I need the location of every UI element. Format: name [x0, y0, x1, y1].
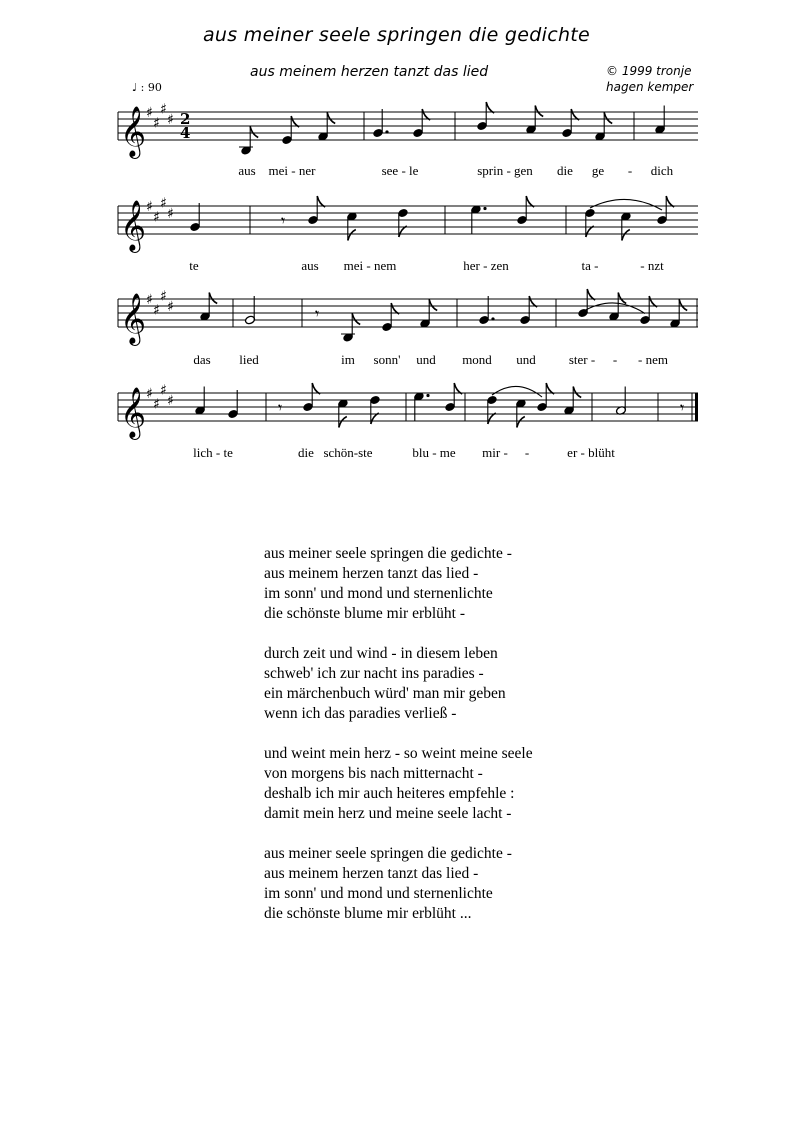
poem-line: die schönste blume mir erblüht -	[264, 605, 466, 622]
lyric-syllable: - nem	[638, 352, 668, 367]
lyric-syllable: aus	[238, 163, 256, 178]
lyric-syllable: dich	[650, 163, 674, 178]
lyric-syllable: mei - ner	[268, 163, 316, 178]
lyric-syllable: mei - nem	[343, 258, 397, 273]
treble-clef-icon: 𝄞	[120, 106, 147, 157]
treble-clef-icon: 𝄞	[120, 387, 147, 438]
poem-stanza	[264, 744, 533, 824]
time-signature-bottom: 4	[180, 124, 191, 142]
note-flag	[517, 417, 525, 428]
poem-line: ein märchenbuch würd' man mir geben	[264, 685, 506, 702]
note-flag	[291, 116, 299, 127]
note-flag	[526, 196, 534, 207]
note-flag	[327, 113, 335, 124]
note-flag	[371, 413, 379, 424]
sharp-icon: ♯	[167, 112, 174, 128]
poem-line: von morgens bis nach mitternacht -	[264, 765, 483, 782]
sharp-icon: ♯	[153, 209, 160, 226]
lyric-syllable: lied	[239, 352, 259, 367]
lyric-syllable: im	[341, 352, 355, 367]
poem-line: aus meinem herzen tanzt das lied -	[264, 865, 479, 882]
note-flag	[573, 387, 581, 398]
note-flag	[622, 230, 630, 241]
lyric-syllable: er - blüht	[567, 445, 615, 460]
song-title: aus meiner seele springen die gedichte	[202, 24, 591, 46]
poem-line: schweb' ich zur nacht ins paradies -	[264, 665, 484, 682]
sharp-icon: ♯	[160, 101, 167, 118]
slur	[583, 303, 645, 314]
composer-line: hagen kemper	[606, 80, 694, 94]
poem-line: aus meinem herzen tanzt das lied -	[264, 565, 479, 582]
song-subtitle: aus meinem herzen tanzt das lied	[250, 64, 489, 80]
note-flag	[429, 300, 437, 311]
note-flag	[454, 383, 462, 394]
poem-line: durch zeit und wind - in diesem leben	[264, 645, 498, 662]
tempo-marking: ♩ : 90	[132, 81, 162, 94]
treble-clef-icon: 𝄞	[120, 200, 147, 251]
note-flag	[586, 226, 594, 237]
poem-line: im sonn' und mond und sternenlichte	[264, 585, 493, 602]
lyric-syllable: die	[557, 163, 573, 178]
sharp-icon: ♯	[146, 105, 153, 121]
lyric-syllable: -	[612, 352, 618, 367]
poem-stanza	[264, 544, 533, 624]
lyric-syllable: schön-ste	[323, 445, 373, 460]
copyright-line: © 1999 tronje	[606, 64, 692, 78]
lyric-syllable: - nzt	[640, 258, 664, 273]
poem-stanza	[264, 844, 533, 924]
lyric-syllable: mond	[462, 352, 492, 367]
note-flag	[571, 109, 579, 120]
note-flag	[312, 383, 320, 394]
sharp-icon: ♯	[153, 396, 160, 413]
lyric-syllable: ge	[591, 163, 605, 178]
poem-line: aus meiner seele springen die gedichte -	[264, 545, 512, 562]
note-flag	[250, 127, 258, 138]
poem-line: und weint mein herz - so weint meine seele	[264, 745, 533, 762]
poem-line: damit mein herz und meine seele lacht -	[264, 805, 512, 822]
lyric-syllable: -	[627, 163, 633, 178]
augmentation-dot	[426, 394, 429, 397]
lyric-syllable: her - zen	[463, 258, 509, 273]
note-flag	[339, 417, 347, 428]
lyric-syllable: ster -	[568, 352, 596, 367]
eighth-rest-icon: 𝄾	[680, 398, 685, 417]
eighth-rest-icon: 𝄾	[281, 211, 286, 230]
lyric-syllable: -	[524, 445, 530, 460]
sharp-icon: ♯	[167, 393, 174, 409]
sharp-icon: ♯	[153, 115, 160, 132]
sharp-icon: ♯	[167, 299, 174, 315]
sharp-icon: ♯	[146, 199, 153, 215]
sharp-icon: ♯	[160, 288, 167, 305]
note-flag	[209, 293, 217, 304]
sharp-icon: ♯	[160, 195, 167, 212]
note-flag	[587, 289, 595, 300]
lyric-syllable: und	[416, 352, 436, 367]
note-flag	[666, 196, 674, 207]
note-flag	[317, 196, 325, 207]
poem-line: deshalb ich mir auch heiteres empfehle :	[264, 785, 515, 802]
sharp-icon: ♯	[160, 382, 167, 399]
poem-line: im sonn' und mond und sternenlichte	[264, 885, 493, 902]
poem-line: aus meiner seele springen die gedichte -	[264, 845, 512, 862]
note-flag	[604, 113, 612, 124]
time-signature-top: 2	[180, 110, 191, 128]
note-flag	[352, 314, 360, 325]
augmentation-dot	[385, 130, 388, 133]
note-flag	[649, 296, 657, 307]
treble-clef-icon: 𝄞	[120, 293, 147, 344]
sharp-icon: ♯	[146, 386, 153, 402]
slur	[492, 386, 542, 397]
eighth-rest-icon: 𝄾	[315, 304, 320, 323]
note-flag	[529, 296, 537, 307]
poem-line: wenn ich das paradies verließ -	[264, 705, 457, 722]
lyric-syllable: das	[193, 352, 211, 367]
augmentation-dot	[491, 317, 494, 320]
lyric-syllable: und	[516, 352, 536, 367]
note-flag	[348, 230, 356, 241]
note-flag	[535, 106, 543, 117]
poem-line: die schönste blume mir erblüht ...	[264, 905, 472, 922]
poem-text	[264, 544, 533, 944]
poem-stanza	[264, 644, 533, 724]
slur	[590, 199, 662, 210]
lyric-syllable: sonn'	[373, 352, 401, 367]
lyric-syllable: see - le	[381, 163, 419, 178]
sharp-icon: ♯	[146, 292, 153, 308]
note-flag	[391, 303, 399, 314]
final-barline	[695, 393, 698, 421]
note-flag	[679, 300, 687, 311]
lyric-syllable: ta -	[581, 258, 599, 273]
lyric-syllable: aus	[301, 258, 319, 273]
note-flag	[488, 413, 496, 424]
sharp-icon: ♯	[153, 302, 160, 319]
note-flag	[546, 383, 554, 394]
note-flag	[399, 226, 407, 237]
lyric-syllable: mir -	[482, 445, 508, 460]
note-flag	[618, 293, 626, 304]
note-flag	[422, 109, 430, 120]
music-score	[0, 0, 793, 500]
lyric-syllable: lich - te	[193, 445, 233, 460]
lyric-syllable: die	[298, 445, 314, 460]
lyric-syllable: blu - me	[412, 445, 456, 460]
sharp-icon: ♯	[167, 206, 174, 222]
note-flag	[486, 102, 494, 113]
lyric-syllable: sprin - gen	[477, 163, 533, 178]
augmentation-dot	[483, 207, 486, 210]
lyric-syllable: te	[189, 258, 199, 273]
eighth-rest-icon: 𝄾	[278, 398, 283, 417]
